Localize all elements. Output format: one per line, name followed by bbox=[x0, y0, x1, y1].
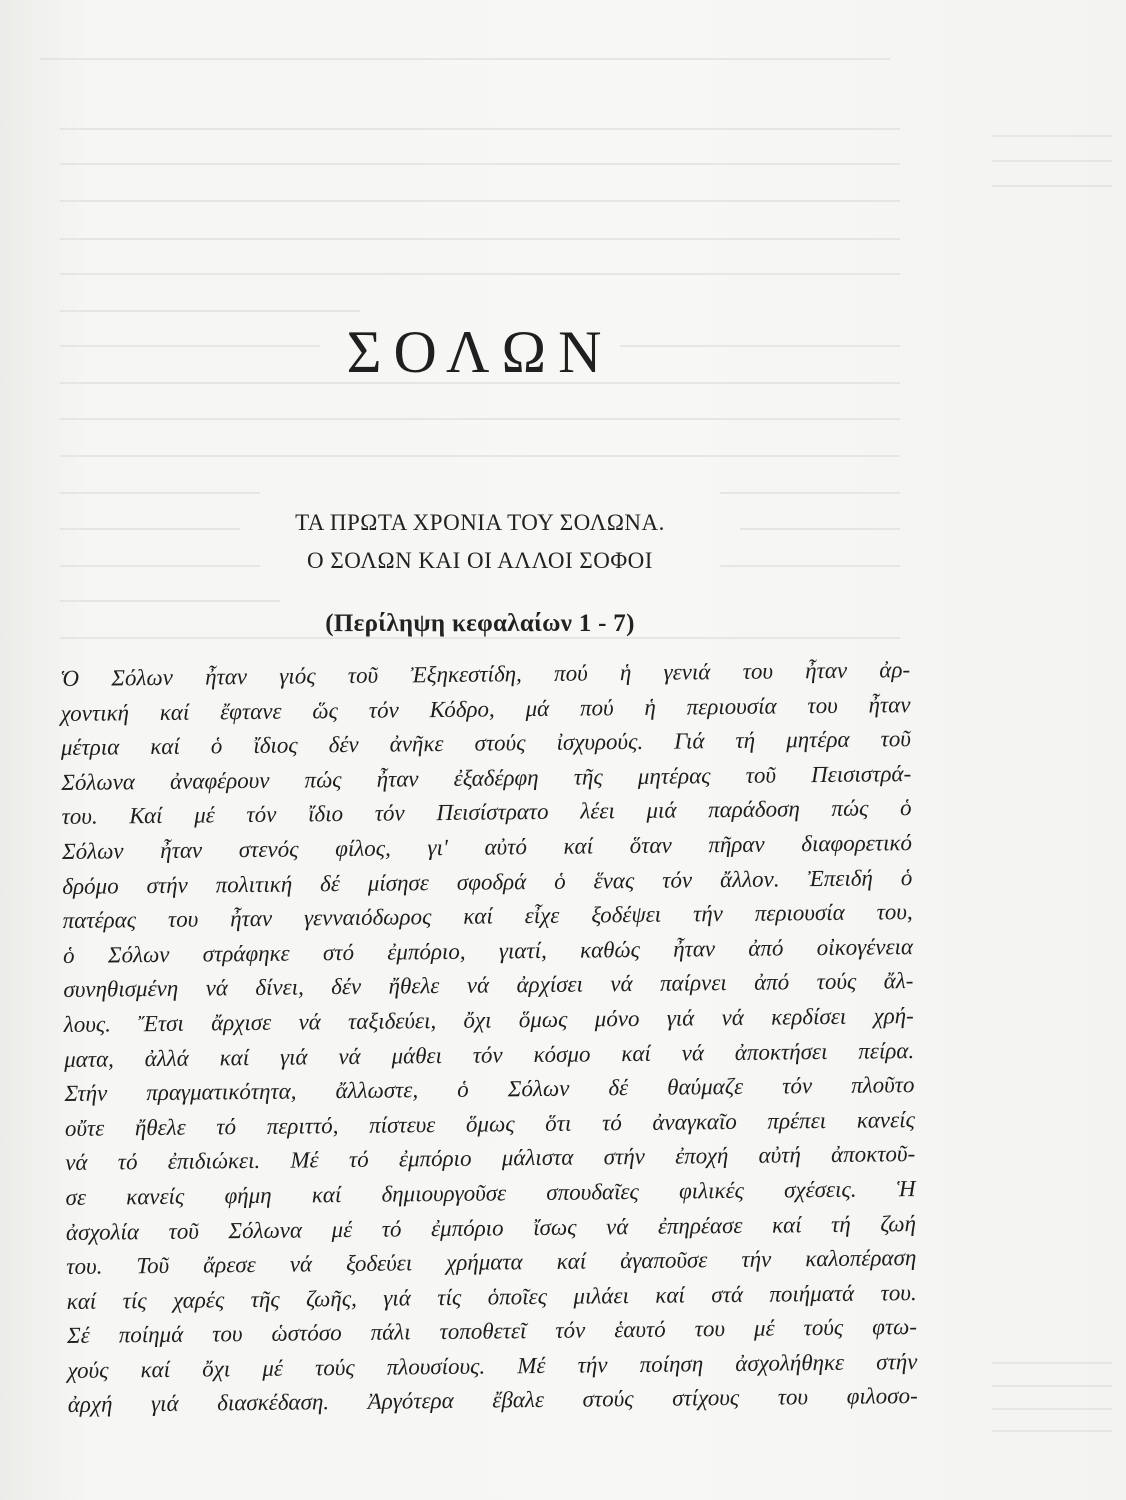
chapter-title: ΣΟΛΩΝ bbox=[346, 319, 614, 385]
body-line: συνηθισμένη νά δίνει, δέν ἤθελε νά ἀρχίσει νά παίρνει ἀπό τούς ἄλ- bbox=[63, 968, 914, 1003]
body-line: μέτρια καί ὁ ἴδιος δέν ἀνῆκε στούς ἰσχυρούς. Γιά τή μητέρα τοῦ bbox=[60, 726, 911, 761]
body-line: δρόμο στήν πολιτική δέ μίσησε σφοδρά ὁ ἕνας τόν ἄλλον. Ἐπειδή ὁ bbox=[62, 864, 913, 899]
body-line: Σόλων ἦταν στενός φίλος, γι' αὐτό καί ὅταν πῆραν διαφορετικό bbox=[61, 830, 913, 864]
body-line: χοντική καί ἔφτανε ὥς τόν Κόδρο, μά πού ἡ περιουσία του ἦταν bbox=[60, 691, 911, 726]
section-heading-line2: Ο ΣΟΛΩΝ ΚΑΙ ΟΙ ΑΛΛΟΙ ΣΟΦΟΙ bbox=[307, 548, 653, 573]
body-line: πατέρας του ἦταν γενναιόδωρος καί εἶχε ξοδέψει τήν περιουσία του, bbox=[62, 899, 913, 934]
body-line: ἀσχολία τοῦ Σόλωνα μέ τό ἐμπόριο ἴσως νά ἐπηρέασε καί τή ζωή bbox=[65, 1210, 917, 1245]
body-line: του. Τοῦ ἄρεσε νά ξοδεύει χρήματα καί ἀγαποῦσε τήν καλοπέραση bbox=[66, 1245, 917, 1280]
body-line: ματα, ἀλλά καί γιά νά μάθει τόν κόσμο καί νά ἀποκτήσει πείρα. bbox=[64, 1037, 915, 1072]
body-line: Στήν πραγματικότητα, ἄλλωστε, ὁ Σόλων δέ θαύμαζε τόν πλοῦτο bbox=[64, 1072, 915, 1107]
body-text bbox=[60, 653, 918, 1423]
body-line: χούς καί ὄχι μέ τούς πλουσίους. Μέ τήν ποίηση ἀσχολήθηκε στήν bbox=[67, 1348, 918, 1383]
body-line: οὔτε ἤθελε τό περιττό, πίστευε ὅμως ὅτι τό ἀναγκαῖο πρέπει κανείς bbox=[64, 1106, 915, 1141]
body-line: νά τό ἐπιδιώκει. Μέ τό ἐμπόριο μάλιστα στήν ἐποχή αὐτή ἀποκτοῦ- bbox=[65, 1141, 916, 1176]
body-line: ἀρχή γιά διασκέδαση. Ἀργότερα ἔβαλε στούς στίχους του φιλοσο- bbox=[67, 1383, 918, 1418]
body-line: Ὁ Σόλων ἦταν γιός τοῦ Ἐξηκεστίδη, πού ἡ γενιά του ἦταν ἀρ- bbox=[60, 657, 911, 691]
body-line: σε κανείς φήμη καί δημιουργοῦσε σπουδαῖες φιλικές σχέσεις. Ἡ bbox=[65, 1175, 916, 1210]
body-line: Σέ ποίημά του ὡστόσο πάλι τοποθετεῖ τόν ἑαυτό του μέ τούς φτω- bbox=[66, 1314, 918, 1349]
body-line: ὁ Σόλων στράφηκε στό ἐμπόριο, γιατί, καθώς ἦταν ἀπό οἰκογένεια bbox=[62, 933, 914, 968]
chapter-summary-label: (Περίληψη κεφαλαίων 1 - 7) bbox=[325, 610, 635, 637]
body-line: του. Καί μέ τόν ἴδιο τόν Πεισίστρατο λέει μιά παράδοση πώς ὁ bbox=[61, 795, 912, 830]
section-heading-line1: ΤΑ ΠΡΩΤΑ ΧΡΟΝΙΑ ΤΟΥ ΣΟΛΩΝΑ. bbox=[295, 510, 665, 535]
body-line: καί τίς χαρές τῆς ζωῆς, γιά τίς ὁποῖες μιλάει καί στά ποιήματά του. bbox=[66, 1279, 917, 1314]
body-line: λους. Ἔτσι ἄρχισε νά ταξιδεύει, ὄχι ὅμως μόνο γιά νά κερδίσει χρή- bbox=[63, 1003, 914, 1037]
body-line: Σόλωνα ἀναφέρουν πώς ἦταν ἐξαδέρφη τῆς μητέρας τοῦ Πεισιστρά- bbox=[61, 760, 912, 795]
